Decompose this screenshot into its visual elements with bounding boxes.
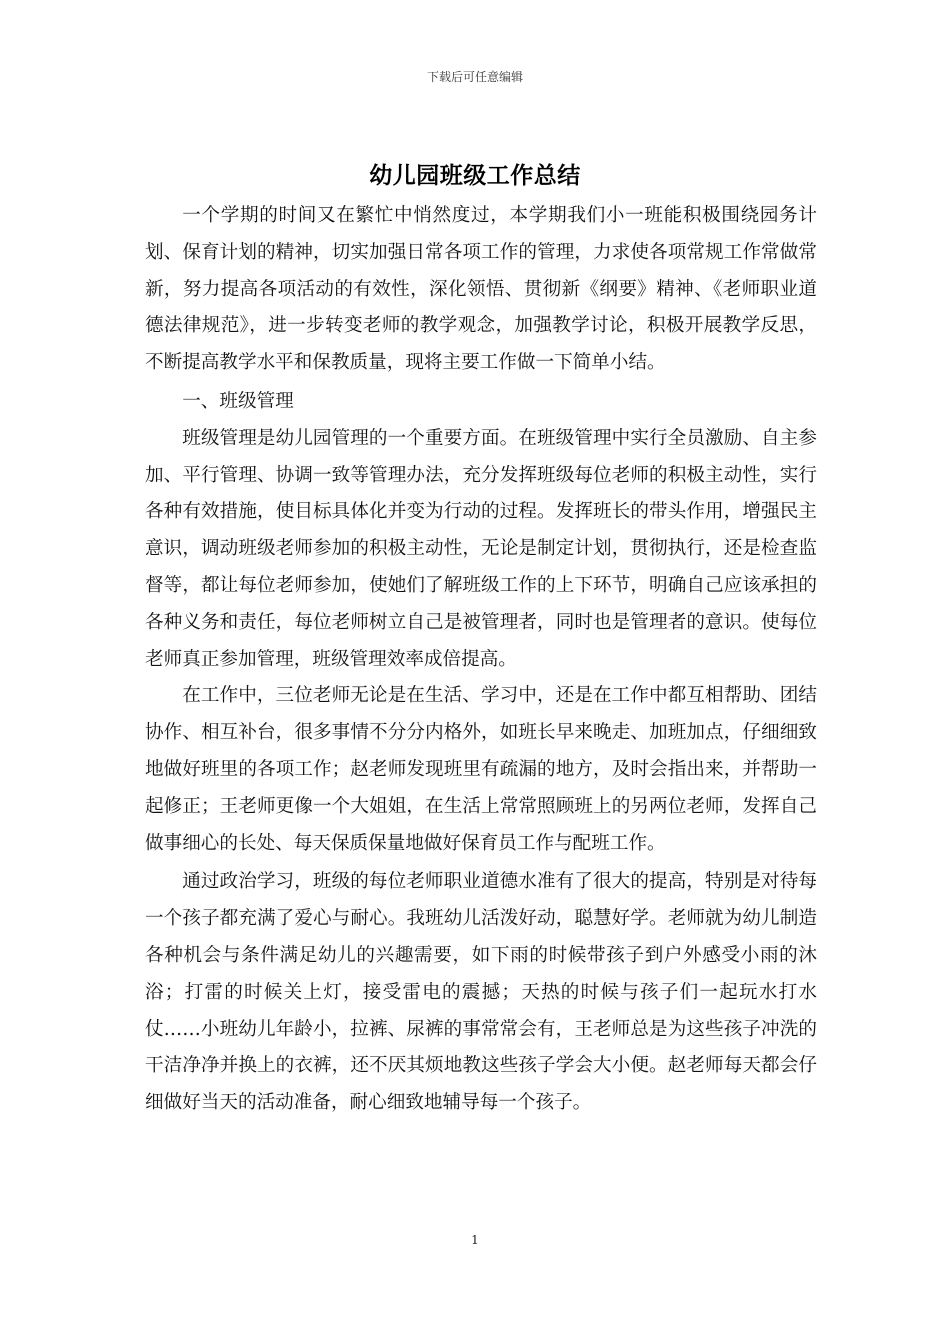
teamwork-paragraph: 在工作中，三位老师无论是在生活、学习中，还是在工作中都互相帮助、团结协作、相互补台，很多事情不分分内格外，如班长早来晚走、加班加点，仔细细致地做好班里的各项工作；赵老师发现班里有疏漏的地方，及时会指出来，并帮助一起修正；王老师更像一个大姐姐，在生活上常常照顾班上的另两位老师，发挥自己做事细心的长处、每天保质保量地做好保育员工作与配班工作。 [145,685,817,854]
political-study-paragraph: 通过政治学习，班级的每位老师职业道德水准有了很大的提高，特别是对待每一个孩子都充满了爱心与耐心。我班幼儿活泼好动，聪慧好学。老师就为幼儿制造各种机会与条件满足幼儿的兴趣需要，如下雨的时候带孩子到户外感受小雨的沐浴；打雷的时候关上灯，接受雷电的震撼；天热的时候与孩子们一起玩水打水仗……小班幼儿年龄小，拉裤、尿裤的事常常会有，王老师总是为这些孩子冲洗的干洁净净并换上的衣裤，还不厌其烦地教这些孩子学会大小便。赵老师每天都会仔细做好当天的活动准备，耐心细致地辅导每一个孩子。 [145,871,817,1114]
header-note: 下载后可任意编辑 [426,70,523,84]
page-number: 1 [471,1233,479,1247]
document-title: 幼儿园班级工作总结 [369,162,581,189]
section-heading-class-management: 一、班级管理 [182,390,294,412]
document-body [145,198,817,1122]
intro-paragraph: 一个学期的时间又在繁忙中悄然度过，本学期我们小一班能积极围绕园务计划、保育计划的精神，切实加强日常各项工作的管理，力求使各项常规工作常做常新，努力提高各项活动的有效性，深化领悟、贯彻新《纲要》精神、《老师职业道德法律规范》，进一步转变老师的教学观念，加强教学讨论，积极开展教学反思，不断提高教学水平和保教质量，现将主要工作做一下简单小结。 [145,205,817,374]
class-management-paragraph: 班级管理是幼儿园管理的一个重要方面。在班级管理中实行全员激励、自主参加、平行管理、协调一致等管理办法，充分发挥班级每位老师的积极主动性，实行各种有效措施，使目标具体化并变为行动的过程。发挥班长的带头作用，增强民主意识，调动班级老师参加的积极主动性，无论是制定计划，贯彻执行，还是检查监督等，都让每位老师参加，使她们了解班级工作的上下环节，明确自己应该承担的各种义务和责任，每位老师树立自己是被管理者，同时也是管理者的意识。使每位老师真正参加管理，班级管理效率成倍提高。 [145,427,817,670]
